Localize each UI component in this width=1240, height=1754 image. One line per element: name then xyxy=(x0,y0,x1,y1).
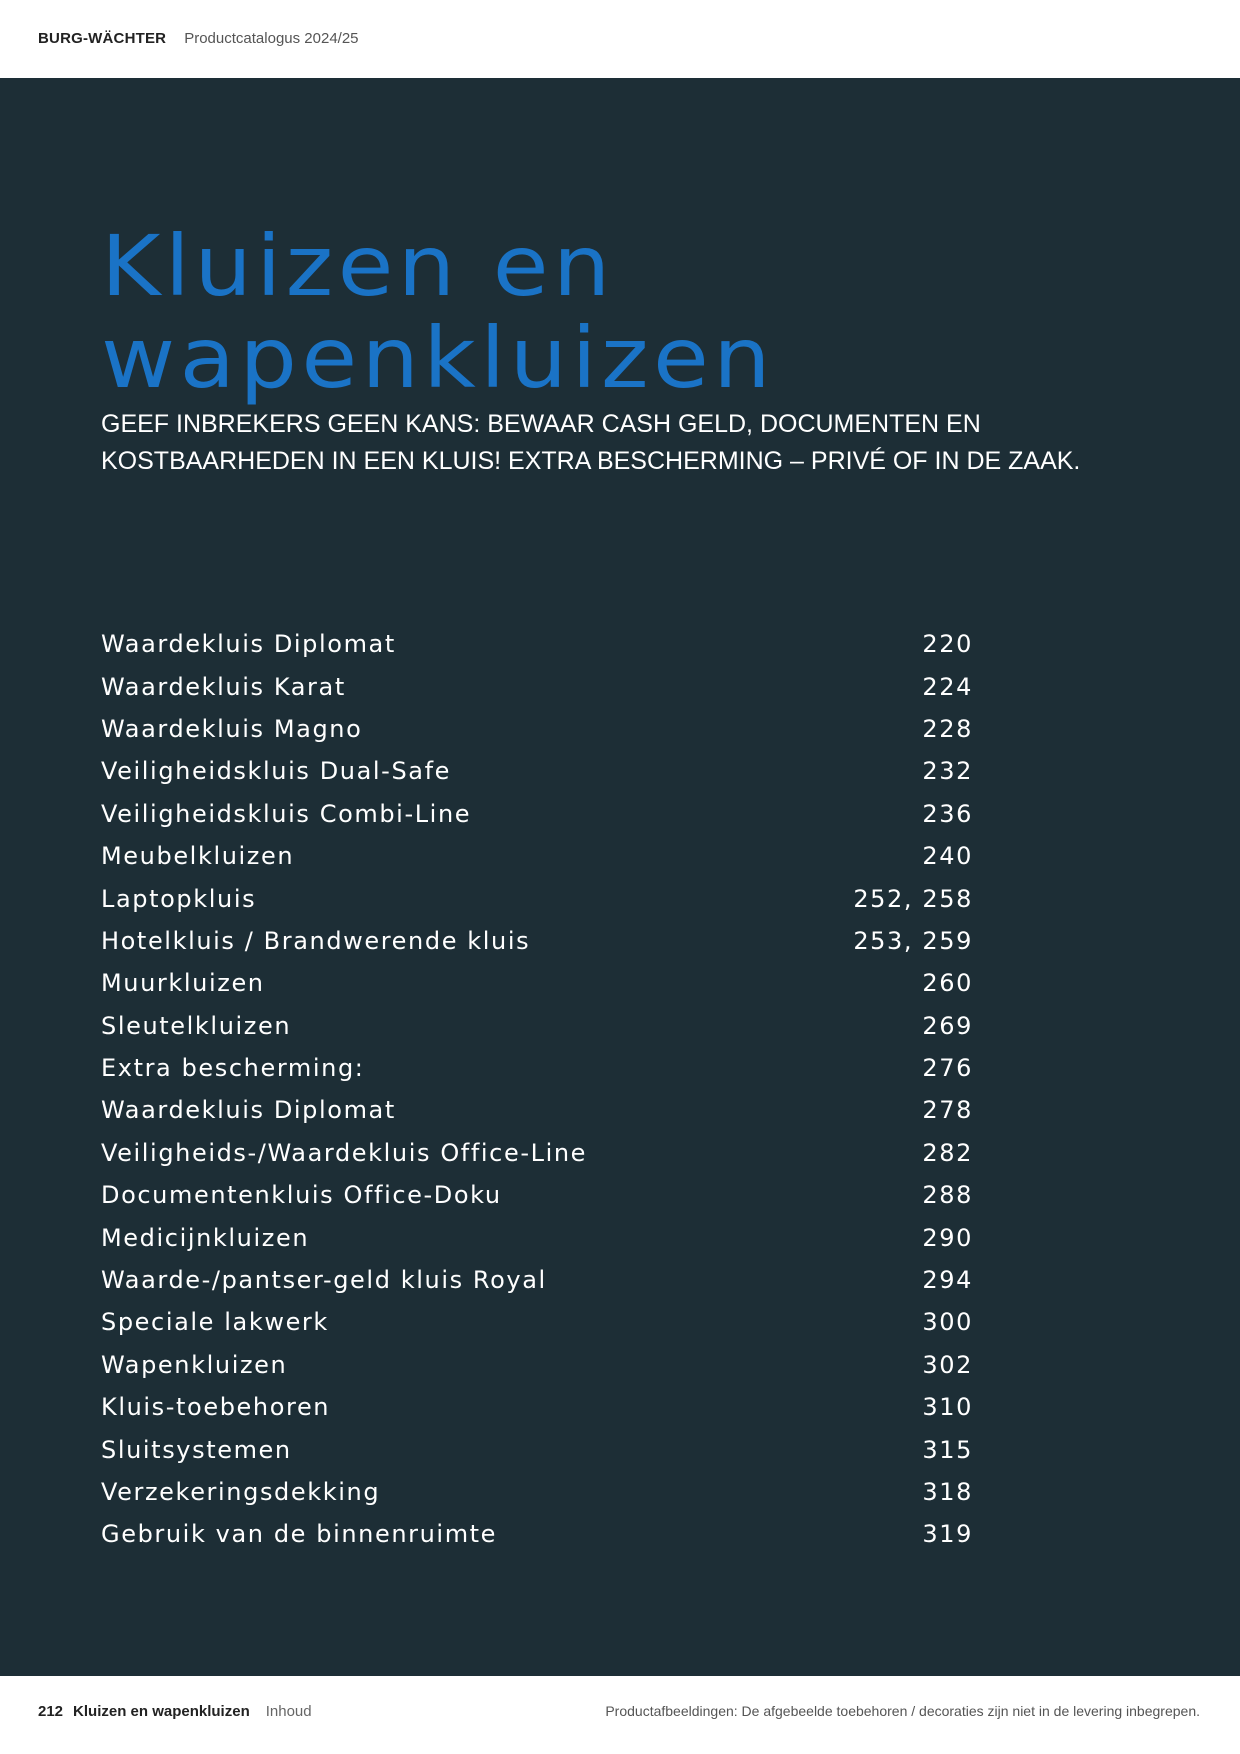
toc-item-label: Veiligheidskluis Dual-Safe xyxy=(101,757,452,786)
toc-item-label: Medicijnkluizen xyxy=(101,1223,310,1252)
toc-item-page: 302 xyxy=(922,1350,973,1379)
toc-item xyxy=(101,623,973,665)
toc-item xyxy=(101,1471,973,1513)
toc-item xyxy=(101,1132,973,1174)
toc-item-page: 236 xyxy=(922,799,973,828)
toc-item xyxy=(101,1216,973,1258)
toc-item-label: Speciale lakwerk xyxy=(101,1308,329,1337)
toc-item-label: Gebruik van de binnenruimte xyxy=(101,1520,498,1549)
brand-name: BURG-WÄCHTER xyxy=(38,30,167,47)
toc-item xyxy=(101,1344,973,1386)
toc-item xyxy=(101,1174,973,1216)
toc-item xyxy=(101,1386,973,1428)
toc-item-page: 310 xyxy=(922,1393,973,1422)
footer-section: Kluizen en wapenkluizen xyxy=(73,1703,250,1720)
toc-item-label: Waardekluis Diplomat xyxy=(101,1096,396,1125)
toc-item xyxy=(101,1259,973,1301)
toc-item-label: Wapenkluizen xyxy=(101,1350,288,1379)
toc-item-label: Kluis-toebehoren xyxy=(101,1393,331,1422)
toc-item-page: 220 xyxy=(922,630,973,659)
footer-subsection: Inhoud xyxy=(265,1703,312,1720)
toc-item-page: 269 xyxy=(922,1011,973,1040)
page-header xyxy=(38,30,359,47)
content-panel xyxy=(0,78,1240,1676)
table-of-contents xyxy=(101,623,973,1556)
toc-item-page: 290 xyxy=(922,1223,973,1252)
toc-item-label: Veiligheids-/Waardekluis Office-Line xyxy=(101,1138,588,1167)
toc-item xyxy=(101,877,973,919)
toc-item xyxy=(101,1089,973,1131)
toc-item-page: 294 xyxy=(922,1266,973,1295)
toc-item xyxy=(101,793,973,835)
toc-item-label: Extra bescherming: xyxy=(101,1054,365,1083)
toc-item xyxy=(101,1301,973,1343)
toc-item-page: 228 xyxy=(922,714,973,743)
toc-item-page: 260 xyxy=(922,969,973,998)
toc-item-label: Waarde-/pantser-geld kluis Royal xyxy=(101,1266,547,1295)
toc-item xyxy=(101,835,973,877)
toc-item-label: Sluitsystemen xyxy=(101,1435,292,1464)
toc-item-label: Veiligheidskluis Combi-Line xyxy=(101,799,472,828)
page-subtitle-line-1: GEEF INBREKERS GEEN KANS: BEWAAR CASH GELD, DOCUMENTEN EN xyxy=(101,410,981,438)
page-subtitle-line-2: KOSTBAARHEDEN IN EEN KLUIS! EXTRA BESCHERMING – PRIVÉ OF IN DE ZAAK. xyxy=(101,447,1081,475)
toc-item xyxy=(101,750,973,792)
toc-item xyxy=(101,1047,973,1089)
toc-item xyxy=(101,1005,973,1047)
toc-item-page: 282 xyxy=(922,1138,973,1167)
toc-item-page: 224 xyxy=(922,672,973,701)
toc-item-label: Hotelkluis / Brandwerende kluis xyxy=(101,926,531,955)
footer-note: Productafbeeldingen: De afgebeelde toebehoren / decoraties zijn niet in de levering inbegrepen. xyxy=(605,1703,1200,1719)
page-title-line-1: Kluizen en xyxy=(101,217,615,315)
toc-item xyxy=(101,708,973,750)
toc-item-label: Documentenkluis Office-Doku xyxy=(101,1181,502,1210)
toc-item-label: Meubelkluizen xyxy=(101,842,295,871)
toc-item-page: 278 xyxy=(922,1096,973,1125)
toc-item xyxy=(101,1428,973,1470)
toc-item-label: Verzekeringsdekking xyxy=(101,1478,381,1506)
toc-item-page: 288 xyxy=(922,1181,973,1210)
toc-item xyxy=(101,962,973,1004)
toc-item-page: 300 xyxy=(922,1308,973,1337)
toc-item xyxy=(101,665,973,707)
toc-item-label: Waardekluis Karat xyxy=(101,672,346,701)
toc-item-label: Waardekluis Diplomat xyxy=(101,630,396,659)
toc-item-page: 318 xyxy=(922,1478,973,1506)
toc-item-label: Laptopkluis xyxy=(101,884,257,913)
toc-item-page: 240 xyxy=(922,842,973,871)
page-number: 212 xyxy=(38,1703,64,1720)
page-subtitle xyxy=(101,406,1101,480)
toc-item xyxy=(101,1513,973,1555)
page-title xyxy=(101,217,775,407)
toc-item-page: 252, 258 xyxy=(853,884,973,913)
toc-item-page: 232 xyxy=(922,757,973,786)
page-footer xyxy=(38,1703,312,1720)
toc-item-page: 276 xyxy=(922,1054,973,1083)
toc-item-page: 315 xyxy=(922,1435,973,1464)
page-title-line-2: wapenkluizen xyxy=(101,309,775,407)
toc-item-label: Waardekluis Magno xyxy=(101,714,363,743)
toc-item-page: 319 xyxy=(922,1520,973,1549)
toc-item xyxy=(101,920,973,962)
toc-item-page: 253, 259 xyxy=(853,926,973,955)
toc-item-label: Sleutelkluizen xyxy=(101,1011,292,1040)
catalog-name: Productcatalogus 2024/25 xyxy=(184,30,359,47)
toc-item-label: Muurkluizen xyxy=(101,969,265,998)
